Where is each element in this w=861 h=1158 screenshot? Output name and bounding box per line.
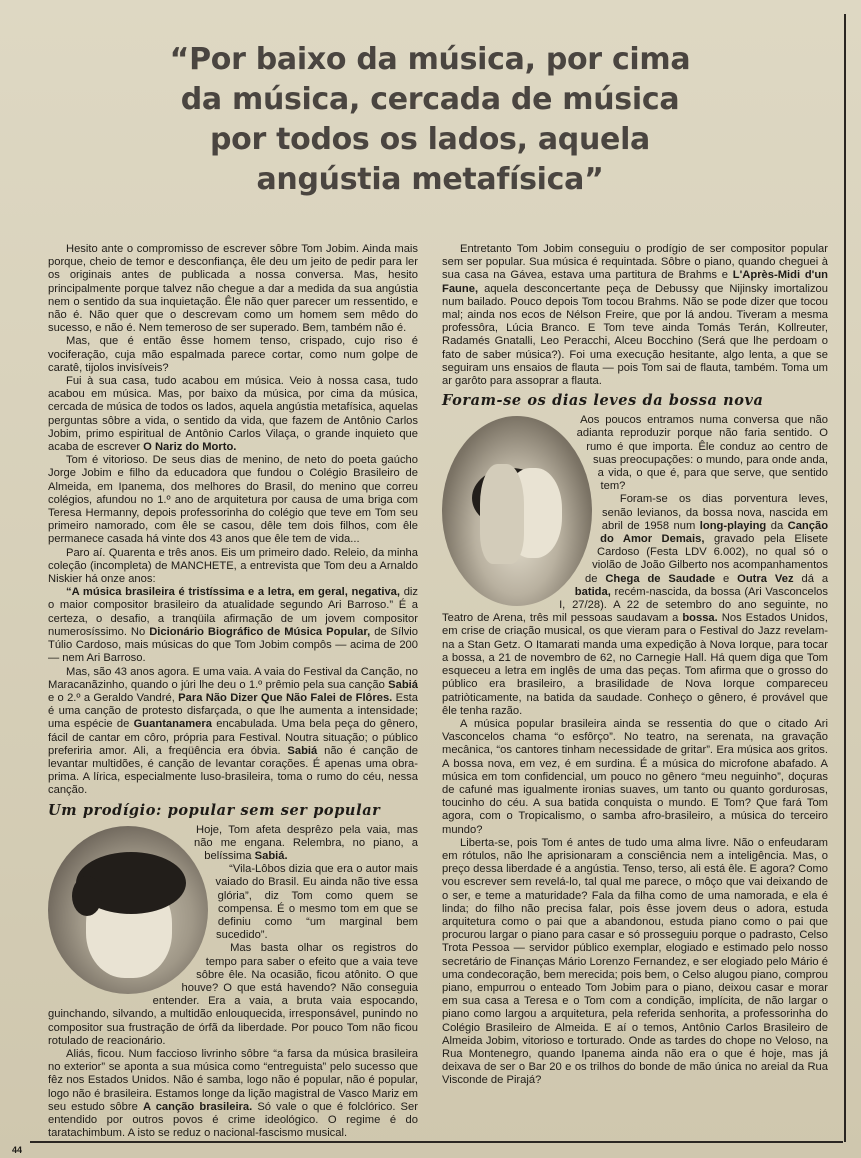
song-title: Sabiá — [388, 678, 418, 691]
quote: “A música brasileira é tristíssima e a letra, em geral, negativa, — [66, 586, 401, 599]
left-column — [48, 243, 418, 1140]
paragraph: Liberta-se, pois Tom é antes de tudo uma alma livre. Não o enfeudaram em rótulos, não lhe aprisionaram a consciência nem a inteligência. Mas, o preço dessa liberdade é a angústia. Tenso, terso, ali está êle. E agora? Como vou escrever sem revelá-lo, tal qual me parece, o môço que vai deixando de o ser, e teme a maturidade? Fala da filha como de uma namorada, e ela é linda; do filho não precisa falar, pois êsse jovem deus o adora, estuda arquitetura como o pai que a abandonou, estuda piano como o pai que procurou largar o piano para casar e só prosseguiu porque o padrasto, Celso Trota Pessoa — servidor público exemplar, elogiado e estimado pelo nosso secretário de Finanças Mário Lorenzo Fernandez, e ser elogiado pelo Mário é uma condecoração, bem merecida; pois bem, o Celso alugou piano, comprou piano, empurrou o enteado Tom Jobim para o piano, deixou casar e morar em sua casa a Teresa e o Tom com a condição, implícita, de não largar o piano como largou a arquitetura, pela referida senhorita, a professorinha do Colégio Brasileiro de Almeida. E aí o temos, Antônio Carlos Brasileiro de Almeida Jobim, vitorioso e torturado. Onde as tardes do chope no Veloso, na Rua Montenegro, quando Ipanema ainda não era o que é hoje, mas já deixava de ser o Bar 20 e os trilhos do bonde de mão única no areial da Rua Visconde de Pirajá? — [442, 836, 828, 1087]
section-heading: Foram-se os dias leves da bossa nova — [442, 392, 764, 410]
headline: “Por baixo da música, por cima da música, cercada de música por todos os lados, aquela angústia metafísica” — [169, 42, 691, 197]
page-number: 44 — [12, 1145, 23, 1155]
album-title: Canção do Amor Demais, — [600, 519, 829, 546]
paragraph: Aos poucos entramos numa conversa que não adianta reproduzir porque não faria sentido. O rumo é que importa. Êle conduz ao centro de suas preocupações: o mundo, para onde anda, a vida, o que é, para que serve, que sentido tem? — [576, 414, 828, 493]
paragraph: Mas, que é então êsse homem tenso, crispado, cujo riso é vociferação, cuja mão espalmada parece cortar, como num golpe de caratê, tijolos invisíveis? — [48, 335, 418, 374]
portrait-photo — [442, 416, 592, 606]
piece-title: L'Après-Midi d'un Faune, — [442, 269, 829, 295]
paragraph: Hoje, Tom afeta desprêzo pela vaia, mas não me engana. Relembra, no piano, a belíssima Sabiá. — [193, 823, 418, 862]
right-column — [442, 243, 828, 1088]
paragraph: “A música brasileira é tristíssima e a letra, em geral, negativa, diz o maior compositor brasileiro da atualidade segundo Ari Barroso.” É a certeza, o desafio, a tranqüila afirmação de um jovem compositor numerosíssimo. No Dicionário Biográfico de Música Popular, de Sílvio Túlio Cardoso, mais músicas do que Tom Jobim compôs — acima de 200 — nem Ari Barroso. — [48, 586, 419, 665]
song-title: Sabiá — [287, 744, 318, 757]
paragraph: “Vila-Lôbos dizia que era o autor mais vaiado do Brasil. Eu ainda não tive essa glória”, diz Tom como quem se compensa. É o mesmo tom em que se definiu como “um marginal bem sucedido”. — [215, 863, 418, 942]
song-title: Guantanamera — [133, 718, 212, 731]
book-title: A canção brasileira. — [142, 1100, 253, 1113]
book-title: Dicionário Biográfico de Música Popular, — [149, 625, 371, 638]
song-title: Outra Vez — [737, 572, 794, 585]
section-heading: Um prodígio: popular sem ser popular — [48, 801, 381, 819]
paragraph: Fui à sua casa, tudo acabou em música. Veio à nossa casa, tudo acabou em música. Mas, por baixo da música, por cima da música, cercada de música de todos os lados, aquela angústia metafísica, aquelas perguntas sôbre a vida, o sentido da vida, que fazem de Antônio Carlos Jobim, primo espiritual de Antônio Carlos Vilaça, o grande inquieto que acaba de escrever O Nariz do Morto. — [48, 375, 418, 454]
song-title: Chega de Saudade — [605, 572, 716, 585]
paragraph: Entretanto Tom Jobim conseguiu o prodígio de ser compositor popular sem ser popular. Sua música é requintada. Sôbre o piano, quando cheguei à sua casa na Gávea, estava uma partitura de Brahms e L'Après-Midi d'un Faune, aquela desconcertante peça de Debussy que Nijinsky imortalizou num bailado. Pouco depois Tom tocou Brahms. Não se pode dizer que tocou mal; ainda nos ecos de Nélson Freire, que por lá andou. Tiveram a mesma professôra, Lúcia Branco. E Tom teve ainda Tomás Terán, Kollreuter, Radamés Gnatalli, Leo Peracchi, Alceu Bocchino (Será que lhe perdoam o fato de saber música?). Foi uma execução hesitante, algo lenta, a que se seguiram uns ensaios de flauta — pois Tom sai de flauta, também. Toma um ar garôto para assoprar a flauta. — [442, 243, 829, 388]
bottom-rule — [30, 1141, 843, 1143]
album-format: long-playing — [699, 519, 767, 532]
portrait-photo — [48, 826, 208, 994]
paragraph: Foram-se os dias porventura leves, senão levianos, da bossa nova, nascida em abril de 1958 num long-playing da Canção do Amor Demais, gravado pela Elisete Cardoso (Festa LDV 6.002), no qual só o violão de João Gilberto nos acompanhamentos de Chega de Saudade e Outra Vez dá a batida, recém-nascida, da bossa (Ari Vasconcelos I, 27/28). A 22 de setembro do ano seguinte, no Teatro de Arena, três mil pessoas saudavam a bossa. Nos Estados Unidos, em crise de criação musical, os que vieram para o Festival do Jazz revelam-na a Stan Getz. O Itamarati manda uma expedição à Nova Iorque, para tocar a bossa, a 21 de novembro de 62, no Carnegie Hall. Há quem diga que Tom esqueceu a letra em inglês de uma das peças. Tom afirma que o grosso do público era brasileiro, a brasilidade de Nova Iorque compareceu patriòticamente, na batida da saudade. Conheço o gênero, é provável que êle tenha razão. — [442, 493, 829, 717]
paragraph: A música popular brasileira ainda se ressentia do que o citado Ari Vasconcelos chama “o esfôrço”. No teatro, na serenata, na gravação mecânica, “os cantores tinham necessidade de gritar”. Era música aos gritos. A bossa nova, em vez, é em surdina. É a música do microfone abafado. A música em tom confidencial, um pouco no gênero “meu neguinho”, doçuras de cafuné mas igualmente ironias suaves, um tanto ou quanto gordurosas, toucinho do céu. A sua batida conquista o mundo. E Tom? Que fará Tom agora, com o Tropicalismo, o samba afro-brasileiro, a música do terceiro mundo? — [442, 717, 828, 836]
paragraph: Tom é vitorioso. De seus dias de menino, de neto do poeta gaúcho Jorge Jobim e filho da educadora que fundou o Colégio Brasileiro de Almeida, em Ipanema, dos melhores do Brasil, do menino que correu colégios, afundou no 1.º ano de arquitetura por causa de uma briga com Teresa Hermanny, depois professorinha do colégio que teve em Tom seu primeiro namorado, com êle se casou, dêle tem dois filhos, com êle permanece casada há vinte dos 43 anos que êle tem de vida... — [48, 454, 418, 546]
paragraph: Aliás, ficou. Num faccioso livrinho sôbre “a farsa da música brasileira no exterior” se aponta a sua música como “entreguista” pelo sucesso que fêz nos Estados Unidos. Não é samba, logo não é popular, não é popular, logo não é brasileira. Estamos longe da lição magistral de Vasco Mariz em seu estudo sôbre A canção brasileira. Só vale o que é folclórico. Ser entendido por outros povos é crime ideológico. O regime é do taratachimbum. A isto se reduz o nacional-fascismo musical. — [48, 1047, 418, 1140]
song-title: Para Não Dizer Que Não Falei de Flôres. — [178, 691, 393, 704]
paragraph: Hesito ante o compromisso de escrever sôbre Tom Jobim. Ainda mais porque, cheio de temor e desconfiança, êle deu um jeito de pedir para ler os originais antes de publicada a nossa conversa. Mas, hesito principalmente porque talvez não chegue a dar a medida da sua angústia nem o sentido da sua inquietação. Êle não quer parecer um ressentido, e não é. Não quer que o descrevam como um homem sem mêdo do sucesso, e não é. Nem temeroso de ser superado. Bem, também não é. — [48, 243, 418, 335]
paragraph: Mas basta olhar os registros do tempo para saber o efeito que a vaia teve sôbre êle. Na ocasião, ficou atônito. O que houve? O que está havendo? Não conseguia entender. Era a vaia, a bruta vaia espocando, guinchando, silvando, a multidão enlouquecida, irresponsável, punindo no compositor sua frustração de órfã da liberdade. Por pouco Tom não ficou rotulado de reacionário. — [48, 942, 418, 1047]
paragraph: Paro aí. Quarenta e três anos. Eis um primeiro dado. Releio, da minha coleção (incompleta) de MANCHETE, a entrevista que Tom deu a Arnaldo Niskier há onze anos: — [48, 546, 418, 586]
emphasis: bossa. — [682, 612, 718, 625]
paragraph: Mas, são 43 anos agora. E uma vaia. A vaia do Festival da Canção, no Maracanãzinho, quando o júri lhe deu o 1.º prêmio pela sua canção Sabiá e o 2.º a Geraldo Vandré, Para Não Dizer Que Não Falei de Flôres. Esta é uma canção de protesto disfarçada, o que lhe aumenta a intensidade; uma espécie de Guantanamera encabulada. Uma bela peça do gênero, fácil de cantar em côro, própria para Festival. Noutra situação; o público preferiria amor. Ali, a freqüência era óbvia. Sabiá não é canção de levantar multidões, é canção de levantar corações. É apenas uma obra-prima. A lírica, especialmente luso-brasileira, toma o rumo do céu, nessa canção. — [48, 665, 419, 797]
song-title: Sabiá. — [254, 849, 288, 862]
emphasis: batida, — [574, 585, 611, 598]
book-title: O Nariz do Morto. — [143, 441, 237, 454]
